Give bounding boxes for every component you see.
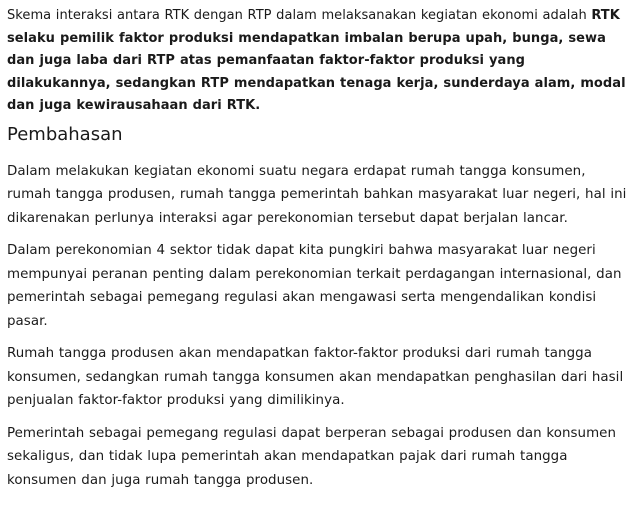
answer-intro: [7, 0, 632, 118]
discussion-paragraph: Dalam perekonomian 4 sektor tidak dapat kita pungkiri bahwa masyarakat luar negeri mempunyai peranan penting dalam perekonomian terkait perdagangan internasional, dan pemerintah sebagai pemegang regulasi akan mengawasi serta mengendalikan kondisi pasar.: [7, 243, 622, 329]
discussion-paragraph: Rumah tangga produsen akan mendapatkan faktor-faktor produksi dari rumah tangga konsumen, sedangkan rumah tangga konsumen akan mendapatkan penghasilan dari hasil penjualan faktor-faktor produksi yang dimilikinya.: [7, 346, 624, 408]
discussion-heading: Pembahasan: [7, 123, 123, 145]
discussion-paragraph: Pemerintah sebagai pemegang regulasi dapat berperan sebagai produsen dan konsumen sekaligus, dan tidak lupa pemerintah akan mendapatkan pajak dari rumah tangga konsumen dan juga rumah tangga produsen.: [7, 425, 617, 488]
answer-intro-text: Skema interaksi antara RTK dengan RTP dalam melaksanakan kegiatan ekonomi adalah: [7, 8, 592, 23]
answer-intro-bold: RTK selaku pemilik faktor produksi mendapatkan imbalan berupa upah, bunga, sewa dan juga laba dari RTP atas pemanfaatan faktor-faktor produksi yang dilakukannya, sedangkan RTP mendapatkan tenaga kerja, sunderdaya alam, modal dan juga kewirausahaan dari RTK.: [7, 8, 626, 113]
discussion-paragraph: Dalam melakukan kegiatan ekonomi suatu negara erdapat rumah tangga konsumen, rumah tangga produsen, rumah tangga pemerintah bahkan masyarakat luar negeri, hal ini dikarenakan perlunya interaksi agar perekonomian tersebut dapat berjalan lancar.: [7, 163, 627, 226]
